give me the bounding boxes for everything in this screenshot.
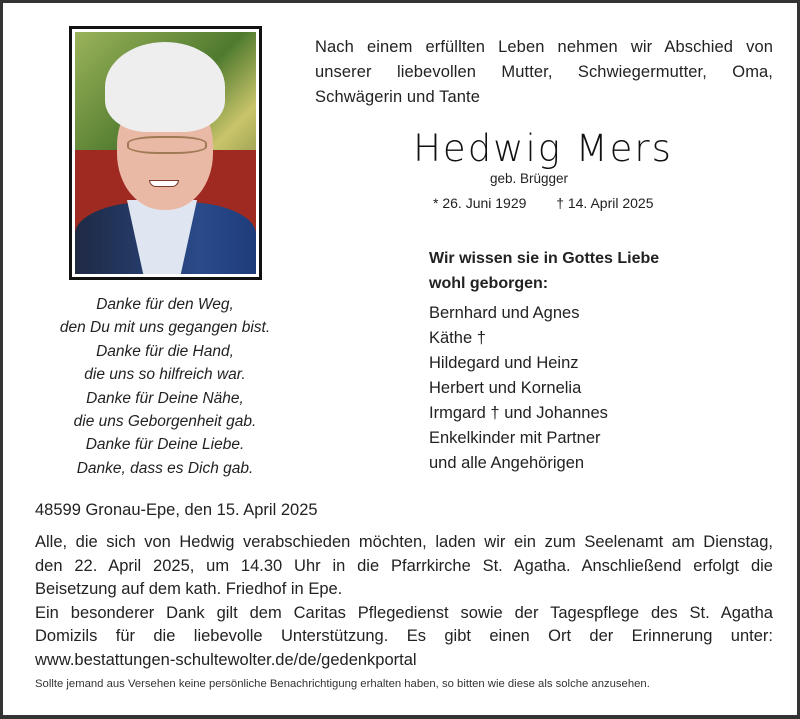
family-member: Irmgard † und Johannes [429, 404, 608, 422]
portrait-photo [69, 26, 262, 280]
family-member: Enkelkinder mit Partner [429, 429, 601, 447]
poem-line: den Du mit uns gegangen bist. [59, 319, 271, 337]
place-date: 48599 Gronau-Epe, den 15. April 2025 [35, 501, 318, 519]
intro-line: Nach einem erfüllten Leben nehmen wir Abschied von [315, 38, 773, 56]
poem-line: Danke für Deine Nähe, [86, 389, 244, 407]
family-member: und alle Angehörigen [429, 454, 585, 472]
birth-date: * 26. Juni 1929 [433, 195, 527, 211]
footnote: Sollte jemand aus Versehen keine persönliche Benachrichtigung erhalten haben, so bitten wie diese als solche anzusehen. [35, 678, 650, 690]
body-line: den 22. April 2025, um 14.30 Uhr in die Pfarrkirche St. Agatha. Anschließend erfolgt die [35, 556, 773, 575]
life-dates [433, 195, 653, 211]
poem-line: Danke für die Hand, [96, 342, 234, 360]
family-member: Herbert und Kornelia [429, 379, 582, 397]
poem [23, 293, 307, 480]
intro-line: unserer liebevollen Mutter, Schwiegermutter, Oma, [315, 63, 773, 81]
body-line: Domizils für die liebevolle Unterstützung. Es gibt einen Ort der Erinnerung unter: [35, 627, 773, 645]
poem-line: die uns so hilfreich war. [84, 366, 246, 384]
birth-name: geb. Brügger [489, 171, 569, 186]
intro-line: Schwägerin und Tante [315, 88, 480, 106]
funeral-details [35, 531, 773, 672]
intro-text [315, 35, 773, 110]
memorial-link[interactable]: www.bestattungen-schultewolter.de/de/gedenkportal [35, 650, 417, 669]
family-list [429, 301, 608, 476]
poem-line: die uns Geborgenheit gab. [73, 413, 257, 431]
deceased-name: Hedwig Mers [413, 127, 673, 170]
death-date: † 14. April 2025 [556, 195, 654, 211]
body-line: Beisetzung auf dem kath. Friedhof in Epe. [35, 580, 343, 598]
family-member: Bernhard und Agnes [429, 304, 580, 322]
poem-line: Danke für Deine Liebe. [85, 436, 245, 454]
family-heading [429, 246, 659, 296]
heading-line: Wir wissen sie in Gottes Liebe [429, 250, 660, 267]
poem-line: Danke, dass es Dich gab. [76, 459, 254, 477]
poem-line: Danke für den Weg, [96, 296, 234, 313]
family-member: Käthe † [429, 329, 486, 347]
family-member: Hildegard und Heinz [429, 354, 579, 372]
heading-line: wohl geborgen: [429, 275, 549, 292]
body-line: Alle, die sich von Hedwig verabschieden möchten, laden wir ein zum Seelenamt am Dienstag, [35, 533, 773, 551]
body-line: Ein besonderer Dank gilt dem Caritas Pflegedienst sowie der Tagespflege des St. Agatha [35, 603, 773, 622]
